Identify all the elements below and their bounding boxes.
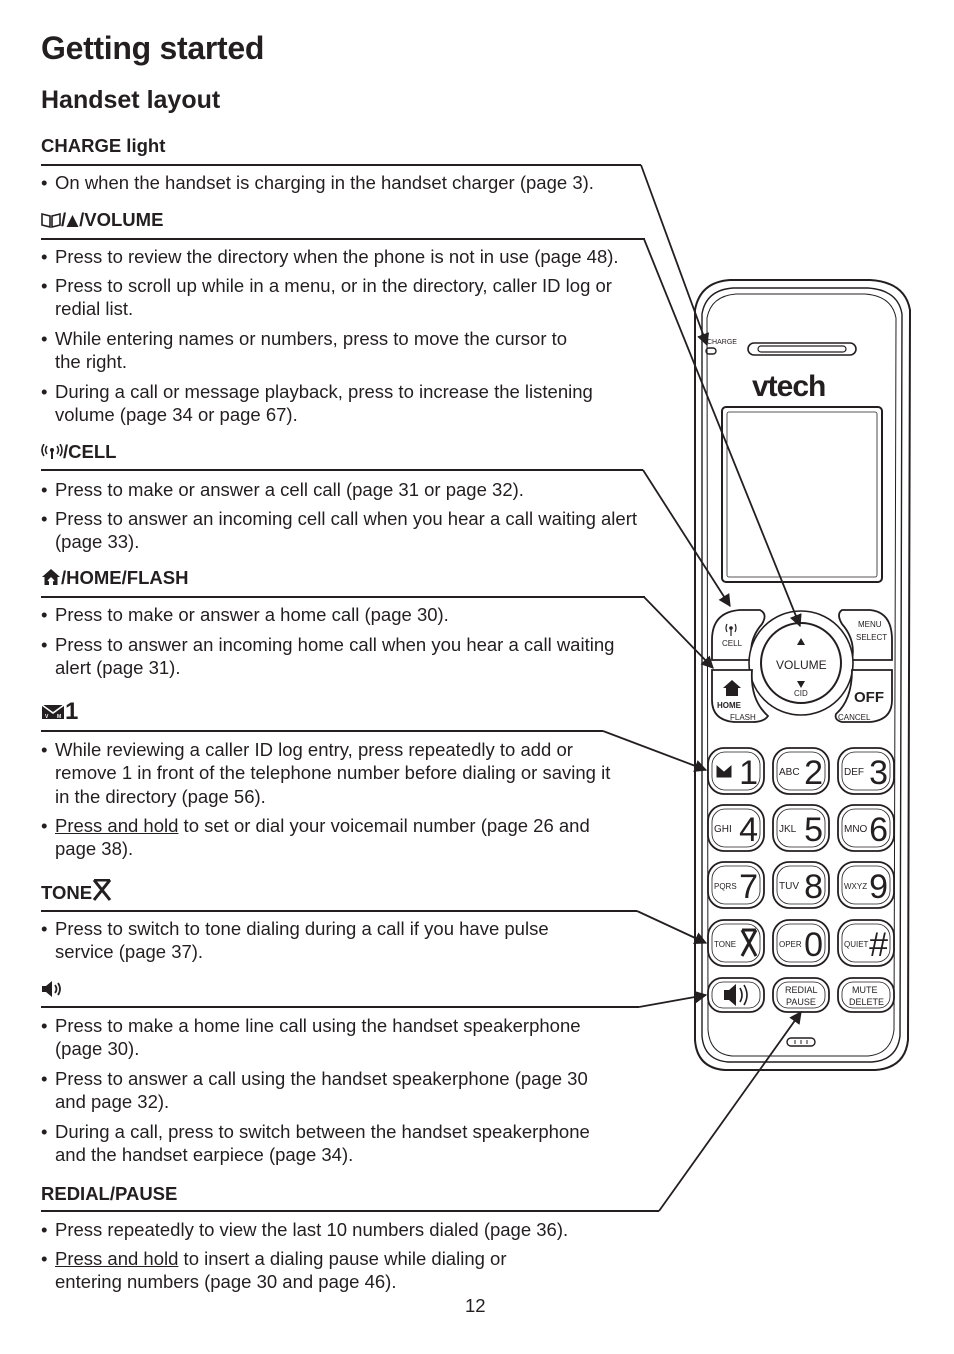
svg-text:PAUSE: PAUSE <box>786 997 816 1007</box>
key-digit: 6 <box>869 811 888 849</box>
page-number: 12 <box>465 1295 486 1316</box>
home-flash-heading: /HOME/FLASH <box>41 567 188 589</box>
redial-callout <box>659 1012 801 1211</box>
svg-text:HOME: HOME <box>717 701 741 710</box>
key-letters: GHI <box>714 824 732 835</box>
speaker-callout <box>639 995 706 1007</box>
tone-callout <box>637 911 706 943</box>
key-letters: TONE <box>714 940 737 949</box>
voicemail-key-heading: V M 1 <box>41 698 78 726</box>
volume-heading: / /VOLUME <box>41 209 163 231</box>
svg-text:OFF: OFF <box>854 689 884 706</box>
svg-text:SELECT: SELECT <box>856 633 888 642</box>
key-letters: JKL <box>779 824 797 835</box>
cell-heading: /CELL <box>41 441 116 463</box>
key-digit: 8 <box>804 868 823 906</box>
list-item: • Press to make a home line call using the handset speakerphone (page 30). <box>41 1015 581 1060</box>
key-letters: ABC <box>779 767 800 778</box>
vtech-logo: vtech <box>752 370 826 403</box>
svg-text:FLASH: FLASH <box>730 713 756 722</box>
list-item: • Press to answer an incoming cell call when you hear a call waiting alert (page 33). <box>41 508 638 553</box>
list-item: • While reviewing a caller ID log entry, press repeatedly to add or remove 1 in front of the telephone number before dialing or saving it in the directory (page 56). <box>41 739 611 807</box>
list-item: • On when the handset is charging in the handset charger (page 3). <box>41 172 594 193</box>
key-digit: 3 <box>869 754 888 792</box>
key-digit: 7 <box>739 868 758 906</box>
list-item: • While entering names or numbers, press to move the cursor to the right. <box>41 328 568 373</box>
key-digit: # <box>869 926 888 964</box>
key-letters: OPER <box>779 940 802 949</box>
svg-text:V: V <box>45 714 49 720</box>
list-item: • During a call, press to switch between the handset speakerphone and the handset earpiece (page 34). <box>41 1121 590 1166</box>
svg-text:CID: CID <box>794 689 808 698</box>
svg-text:M: M <box>57 714 62 720</box>
key-letters: PQRS <box>714 882 737 891</box>
list-item: • Press to make or answer a cell call (page 31 or page 32). <box>41 479 524 500</box>
home-callout <box>644 597 713 668</box>
list-item: • Press to make or answer a home call (page 30). <box>41 604 449 625</box>
list-item: • Press to answer a call using the handset speakerphone (page 30 and page 32). <box>41 1068 588 1113</box>
list-item: • Press to scroll up while in a menu, or in the directory, caller ID log or redial list. <box>41 275 612 320</box>
key-letters: TUV <box>779 881 799 892</box>
list-item: • During a call or message playback, press to increase the listening volume (page 34 or page 67). <box>41 381 593 426</box>
section-title: Handset layout <box>41 86 221 114</box>
key-letters: MNO <box>844 824 868 835</box>
voicemail-callout <box>603 731 706 770</box>
svg-text:MENU: MENU <box>858 620 882 629</box>
key-letters: DEF <box>844 767 864 778</box>
volume-callout <box>644 239 800 626</box>
charge-label: CHARGE <box>707 339 737 346</box>
key-digit: 1 <box>739 754 758 792</box>
list-item: • Press repeatedly to view the last 10 numbers dialed (page 36). <box>41 1219 569 1240</box>
key-digit: 9 <box>869 868 888 906</box>
svg-text:CELL: CELL <box>722 639 743 648</box>
key-digit: 0 <box>804 926 823 964</box>
key-letters: WXYZ <box>844 882 868 891</box>
key-digit: 2 <box>804 754 823 792</box>
svg-text:VOLUME: VOLUME <box>776 658 827 672</box>
svg-text:REDIAL: REDIAL <box>785 985 818 995</box>
key-digit: 4 <box>739 811 758 849</box>
list-item: • Press and hold to set or dial your voicemail number (page 26 and page 38). <box>41 815 590 860</box>
list-item: • Press to review the directory when the phone is not in use (page 48). <box>41 246 619 267</box>
charge-light-heading: CHARGE light <box>41 135 166 156</box>
redial-pause-heading: REDIAL/PAUSE <box>41 1183 178 1204</box>
svg-text:MUTE: MUTE <box>852 985 878 995</box>
list-item: • Press to answer an incoming home call when you hear a call waiting alert (page 31). <box>41 634 615 679</box>
list-item: • Press to switch to tone dialing during a call if you have pulse service (page 37). <box>41 918 549 963</box>
cell-callout <box>643 470 730 606</box>
list-item: • Press and hold to insert a dialing pause while dialing or entering numbers (page 30 and page 46). <box>41 1248 507 1293</box>
key-letters: QUIET <box>844 940 869 949</box>
svg-text:CANCEL: CANCEL <box>838 713 871 722</box>
page-title: Getting started <box>41 30 265 66</box>
tone-heading: TONE <box>41 879 112 904</box>
svg-text:DELETE: DELETE <box>849 997 885 1007</box>
key-digit: 5 <box>804 811 823 849</box>
